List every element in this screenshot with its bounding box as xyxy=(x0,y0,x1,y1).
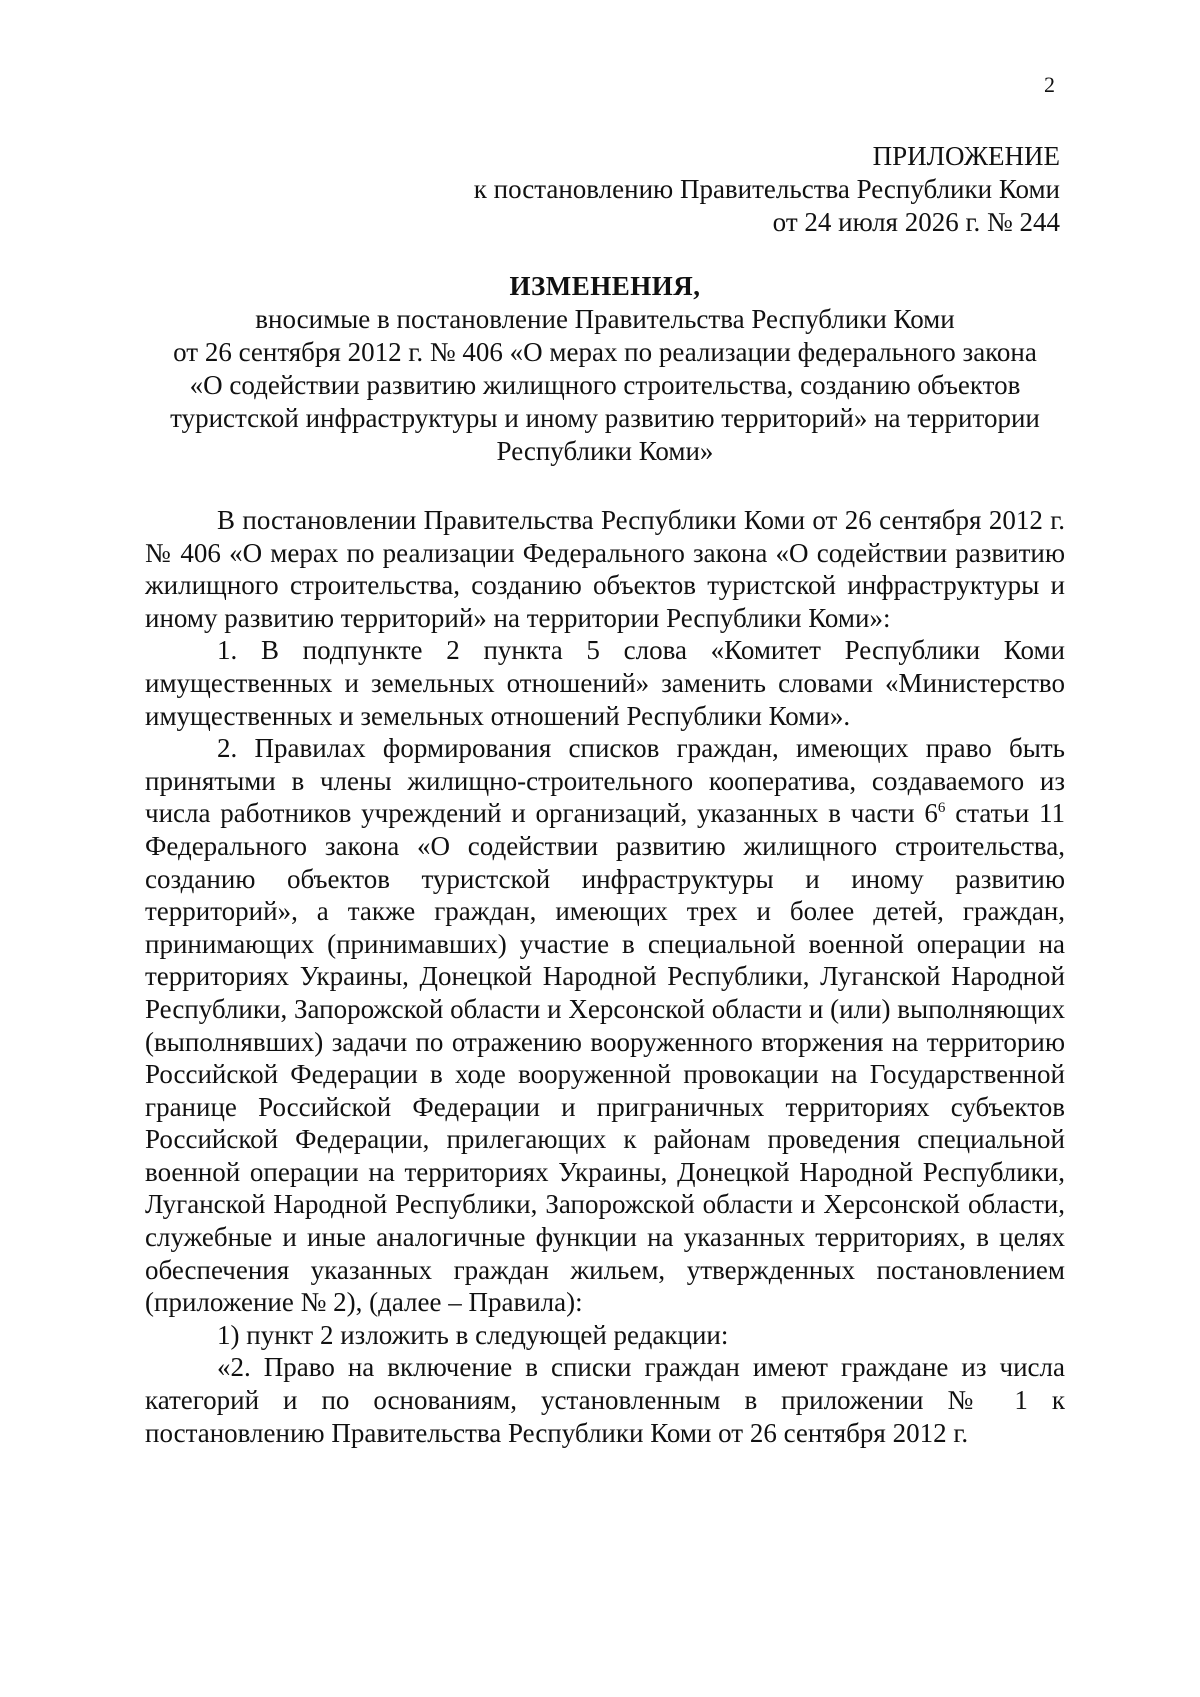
annex-block xyxy=(474,140,1060,239)
page-number: 2 xyxy=(1044,72,1055,97)
annex-title: ПРИЛОЖЕНИЕ xyxy=(872,141,1060,171)
paragraph-item-2-part-a: 2. Правилах формирования списков граждан, имеющих право быть принятыми в члены жилищно-строительного кооператива, создаваемого из числа работников учреждений и организаций, указанных в части 6 xyxy=(145,733,1065,829)
heading-line: от 26 сентября 2012 г. № 406 «О мерах по реализации федерального закона xyxy=(173,337,1037,367)
document-heading xyxy=(145,270,1065,468)
annex-line-2: от 24 июля 2026 г. № 244 xyxy=(772,207,1060,237)
document-body xyxy=(145,504,1065,1449)
heading-line: туристской инфраструктуры и иному развитию территорий» на территории xyxy=(170,403,1040,433)
heading-line: «О содействии развитию жилищного строительства, созданию объектов xyxy=(189,370,1021,400)
paragraph-subitem-1: 1) пункт 2 изложить в следующей редакции: xyxy=(217,1319,729,1350)
heading-line: вносимые в постановление Правительства Республики Коми xyxy=(255,304,955,334)
paragraph-quote: «2. Право на включение в списки граждан имеют граждане из числа категорий и по основаниям, установленным в приложении № 1 к постановлению Правительства Республики Коми от 26 сентября 2012 г. xyxy=(145,1352,1065,1448)
heading-title: ИЗМЕНЕНИЯ, xyxy=(509,271,701,301)
paragraph-item-2 xyxy=(145,732,1065,1319)
paragraph-item-1: 1. В подпункте 2 пункта 5 слова «Комитет Республики Коми имущественных и земельных отношений» заменить словами «Министерство имущественных и земельных отношений Республики Коми». xyxy=(145,635,1065,731)
paragraph-item-2-part-b: статьи 11 Федерального закона «О содействии развитию жилищного строительства, созданию объектов туристской инфраструктуры и иному развитию территорий», а также граждан, имеющих трех и более детей, граждан, принимающих (принимавших) участие в специальной военной операции на территориях Украины, Донецкой Народной Республики, Луганской Народной Республики, Запорожской области и Херсонской области и (или) выполняющих (выполнявших) задачи по отражению вооруженного вторжения на территорию Российской Федерации в ходе вооруженной провокации на Государственной границе Российской Федерации и приграничных территориях субъектов Российской Федерации, прилегающих к районам проведения специальной военной операции на территориях Украины, Донецкой Народной Республики, Луганской Народной Республики, Запорожской области и Херсонской области, служебные и иные аналогичные функции на указанных территориях, в целях обеспечения указанных граждан жильем, утвержденных постановлением (приложение № 2), (далее – Правила): xyxy=(145,798,1065,1318)
paragraph-intro: В постановлении Правительства Республики Коми от 26 сентября 2012 г. № 406 «О мерах по реализации Федерального закона «О содействии развитию жилищного строительства, созданию объектов туристской инфраструктуры и иному развитию территорий» на территории Республики Коми»: xyxy=(145,505,1065,633)
superscript: 6 xyxy=(937,800,946,817)
heading-line: Республики Коми» xyxy=(496,436,714,466)
annex-line-1: к постановлению Правительства Республики Коми xyxy=(473,174,1060,204)
